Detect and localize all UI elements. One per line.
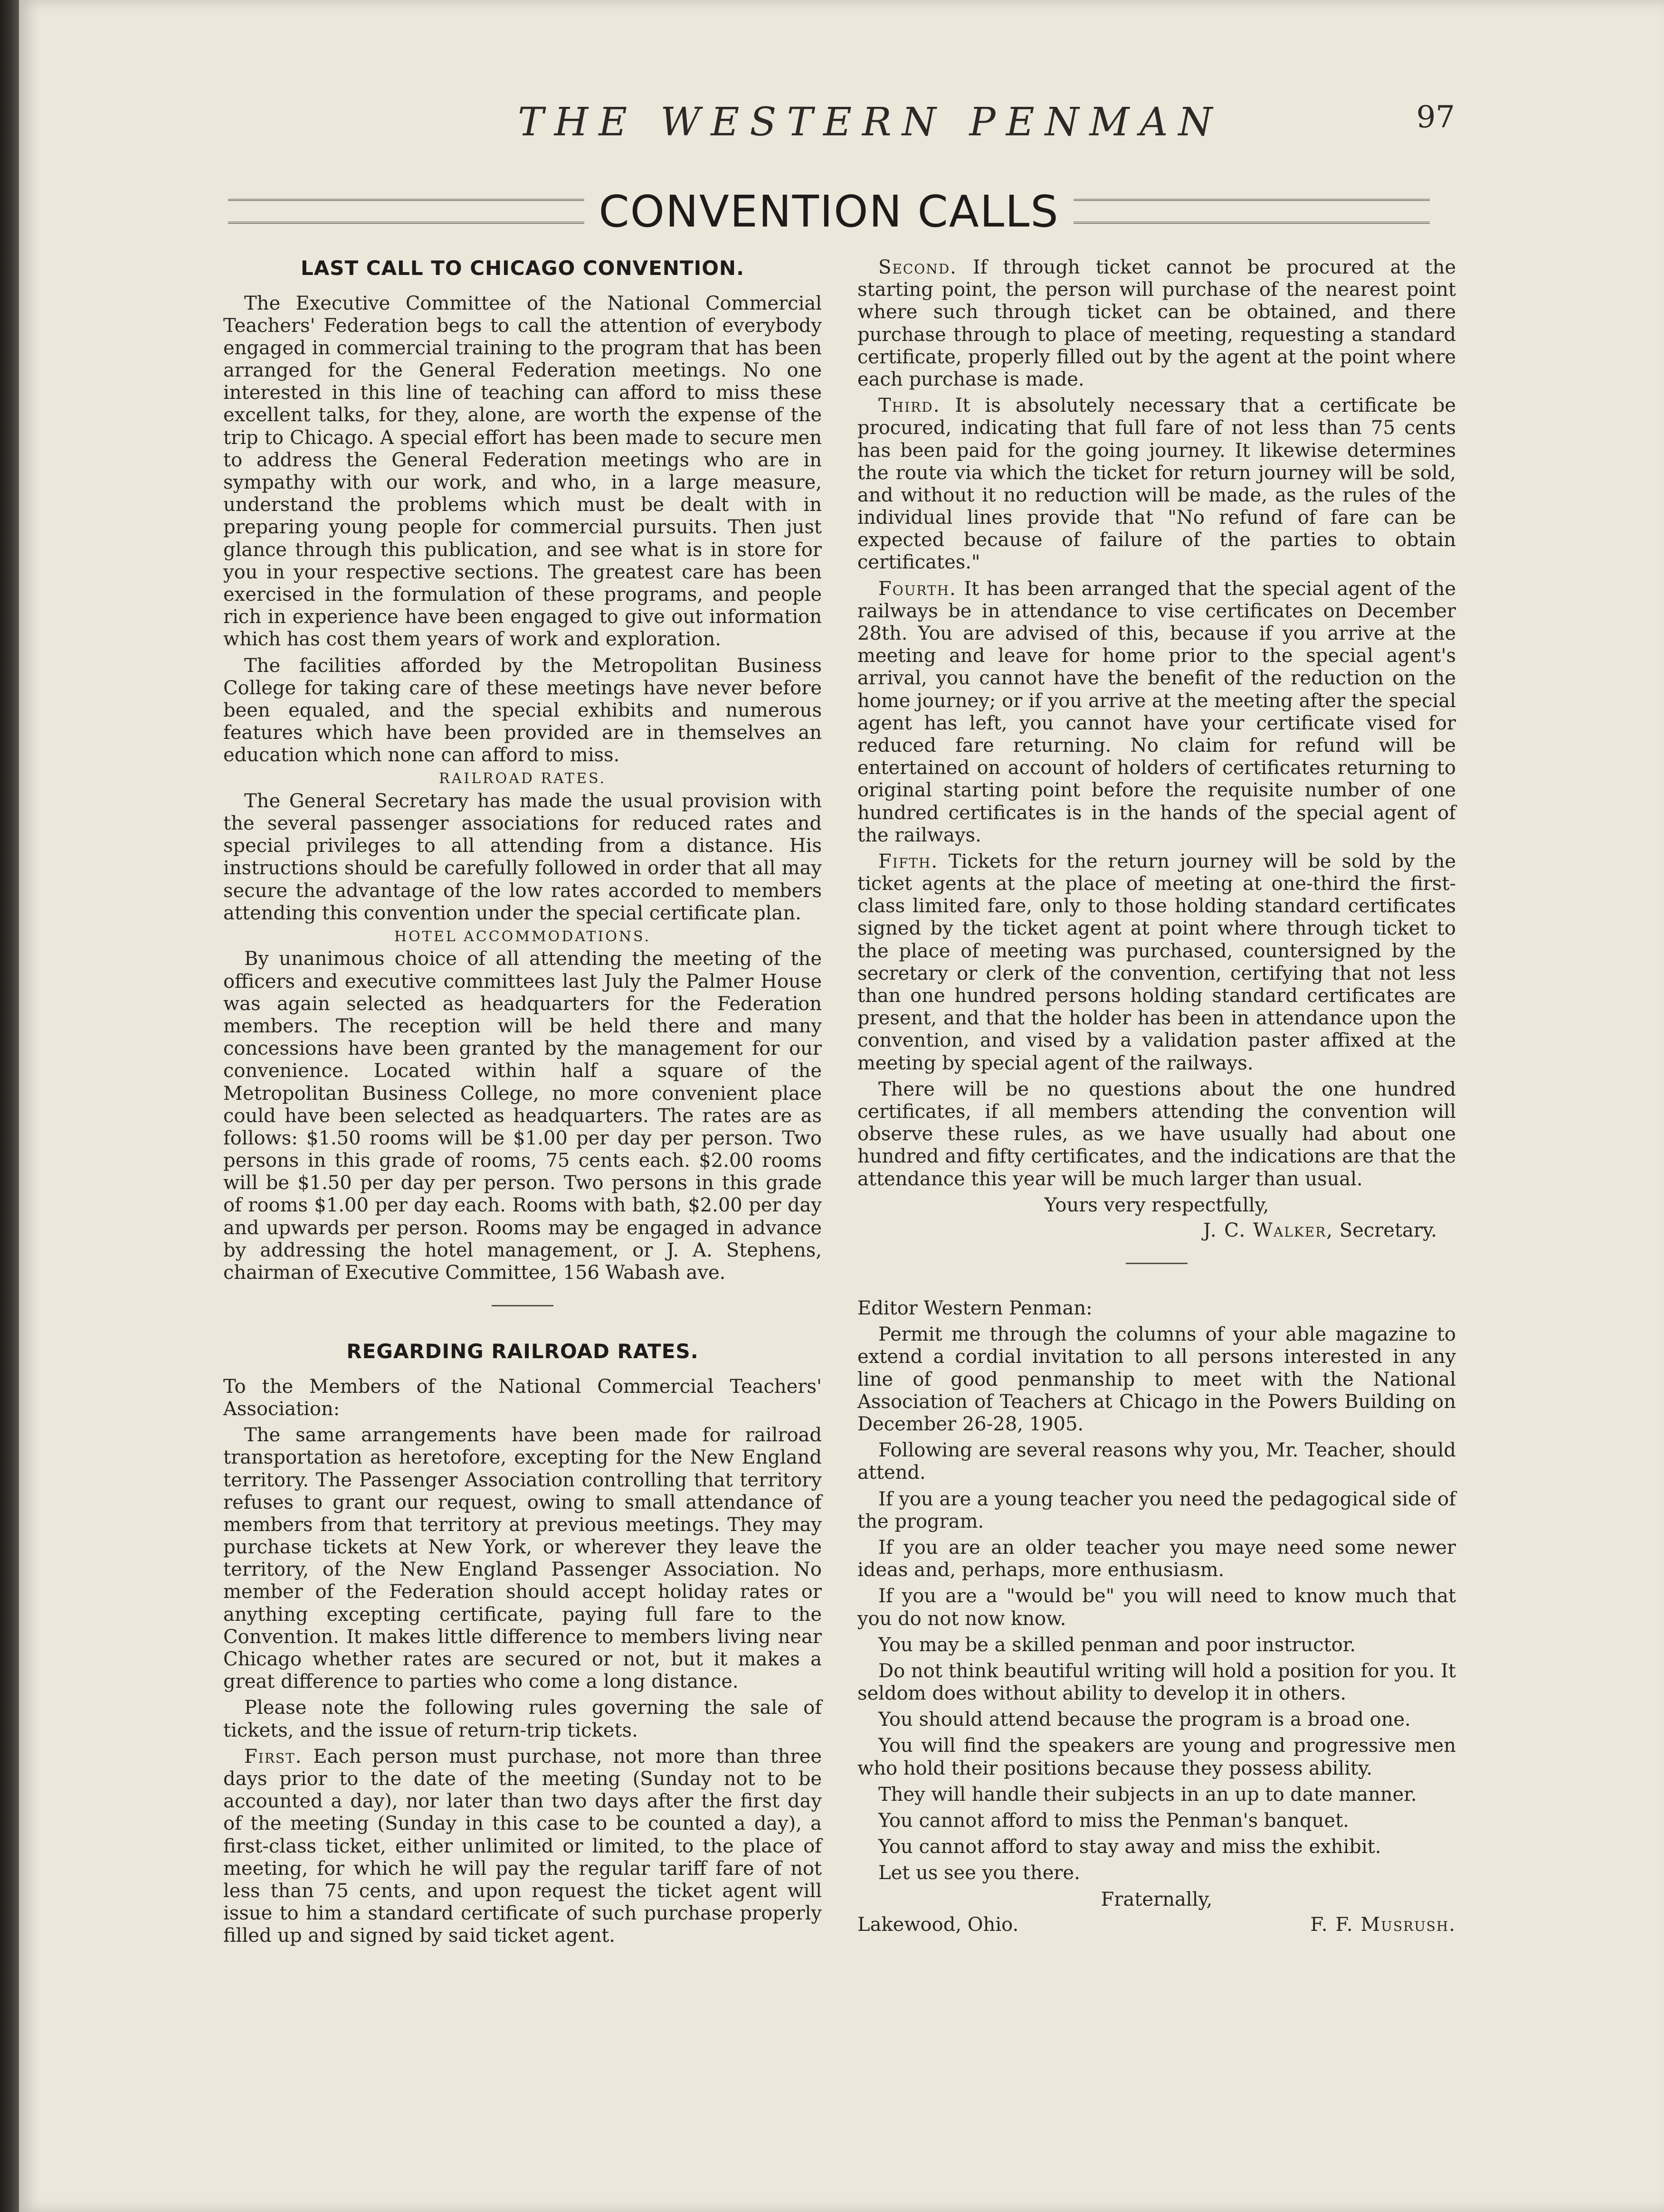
ornamental-rule-left (228, 199, 584, 224)
paragraph: You may be a skilled penman and poor instructor. (878, 1634, 1356, 1656)
rule-fourth (857, 578, 1456, 847)
rule-label: Fifth. (878, 850, 939, 872)
paragraph: The General Secretary has made the usual provision with the several passenger associations for reduced rates and special privileges to all attending from a distance. His instructions should be carefully followed in order that all may secure the advantage of the low rates accorded to members attending this convention under the special certificate plan. (223, 790, 822, 924)
article-divider (492, 1305, 553, 1306)
signature-title: Secretary. (1339, 1219, 1437, 1241)
paragraph: If you are a "would be" you will need to know much that you do not now know. (857, 1585, 1456, 1630)
left-column (223, 256, 822, 1951)
article-title-last-call: LAST CALL TO CHICAGO CONVENTION. (300, 256, 745, 280)
paragraph: Let us see you there. (878, 1862, 1080, 1884)
page-header (19, 100, 1664, 152)
right-column (857, 256, 1456, 1936)
signature (857, 1219, 1437, 1242)
paragraph: Permit me through the columns of your able magazine to extend a cordial invitation to all persons interested in any line of good penmanship to meet with the National Association of Teachers at Chicago in the Powers Building on December 26-28, 1905. (857, 1323, 1456, 1435)
magazine-page (19, 0, 1664, 2212)
signature-name: J. C. Walker, (1203, 1219, 1333, 1241)
letter-signature: F. F. Musrush. (1310, 1913, 1456, 1936)
paragraph: You should attend because the program is a broad one. (878, 1709, 1411, 1731)
paragraph: You cannot afford to stay away and miss the exhibit. (878, 1836, 1381, 1858)
paragraph: If you are a young teacher you need the pedagogical side of the program. (857, 1488, 1456, 1532)
ornamental-rule-right (1074, 199, 1430, 224)
section-heading (228, 180, 1430, 242)
paragraph: You cannot afford to miss the Penman's banquet. (878, 1810, 1349, 1832)
rule-text: Tickets for the return journey will be sold by the ticket agents at the place of meeting at one-third the first-class limited fare, only to those holding standard certificates signed by the ticket agent at point where through ticket to the place of meeting was purchased, countersigned by the secretary or clerk of the convention, certifying that not less than one hundred persons holding standard certificates are present, and that the holder has been in attendance upon the convention, and vised by a validation paster affixed at the meeting by special agent of the railways. (857, 850, 1456, 1074)
paragraph: By unanimous choice of all attending the meeting of the officers and executive committees last July the Palmer House was again selected as headquarters for the Federation members. The reception will be held there and many concessions have been granted by the management for our convenience. Located within half a square of the Metropolitan Business College, no more convenient place could have been selected as headquarters. The rates are as follows: $1.50 rooms will be $1.00 per day per person. Two persons in this grade of rooms, 75 cents each. $2.00 rooms will be $1.50 per day per person. Two persons in this grade of rooms $1.00 per day each. Rooms with bath, $2.00 per day and upwards per person. Rooms may be engaged in advance by addressing the hotel management, or J. A. Stephens, chairman of Executive Committee, 156 Wabash ave. (223, 948, 822, 1284)
closing: Yours very respectfully, (1044, 1194, 1269, 1216)
letter-salutation: Editor Western Penman: (857, 1297, 1093, 1320)
rule-fifth (857, 851, 1456, 1075)
rule-label: Fourth. (878, 577, 957, 600)
paragraph: If you are an older teacher you maye need some newer ideas and, perhaps, more enthusiasm. (857, 1536, 1456, 1581)
letter-place: Lakewood, Ohio. (857, 1913, 1019, 1936)
article-title-railroad-rates: REGARDING RAILROAD RATES. (346, 1340, 699, 1363)
letter-closing: Fraternally, (1101, 1888, 1213, 1910)
page-number: 97 (1416, 100, 1455, 135)
running-title: THE WESTERN PENMAN (518, 100, 1223, 145)
rule-text: It has been arranged that the special agent of the railways be in attendance to vise certificates on December 28th. You are advised of this, because if you arrive at the meeting and leave for home prior to the special agent's arrival, you cannot have the benefit of the reduction on the home journey; or if you arrive at the meeting after the special agent has left, you cannot have your certificate vised for reduced fare returning. No claim for refund will be entertained on account of holders of certificates returning to original starting point before the requisite number of one hundred certificates is in the hands of the special agent of the railways. (857, 577, 1456, 846)
letter-signature-row (857, 1914, 1456, 1936)
paragraph: The same arrangements have been made for railroad transportation as heretofore, excepting for the New England territory. The Passenger Association controlling that territory refuses to grant our request, owing to small attendance of members from that territory at previous meetings. They may purchase tickets at New York, or wherever they leave the territory, of the New England Passenger Association. No member of the Federation should accept holiday rates or anything excepting certificate, paying full fare to the Convention. It makes little difference to members living near Chicago whether rates are secured or not, but it makes a great difference to parties who come a long distance. (223, 1424, 822, 1693)
paragraph: There will be no questions about the one hundred certificates, if all members attending the convention will observe these rules, as we have usually had about one hundred and fifty certificates, and the indications are that the attendance this year will be much larger than usual. (857, 1078, 1456, 1190)
book-spine (0, 0, 19, 2212)
subheading-railroad-rates: RAILROAD RATES. (438, 770, 606, 787)
rule-label: Second. (878, 256, 957, 278)
paragraph: You will find the speakers are young and progressive men who hold their positions because they possess ability. (857, 1735, 1456, 1779)
paragraph: They will handle their subjects in an up to date manner. (878, 1783, 1417, 1806)
salutation: To the Members of the National Commercial Teachers' Association: (223, 1375, 822, 1420)
rule-first (223, 1746, 822, 1947)
article-divider (1126, 1263, 1188, 1264)
section-title: CONVENTION CALLS (599, 186, 1059, 237)
rule-third (857, 395, 1456, 574)
rule-text: It is absolutely necessary that a certificate be procured, indicating that full fare of not less than 75 cents has been paid for the going journey. It likewise determines the route via which the ticket for return journey will be sold, and without it no reduction will be made, as the rules of the individual lines provide that "No refund of fare can be expected because of failure of the parties to obtain certificates." (857, 395, 1456, 574)
rule-text: If through ticket cannot be procured at the starting point, the person will purchase of the nearest point where such through ticket can be obtained, and there purchase through to place of meeting, requesting a standard certificate, properly filled out by the agent at the point where each purchase is made. (857, 256, 1456, 390)
paragraph: The facilities afforded by the Metropolitan Business College for taking care of these meetings have never before been equaled, and the special exhibits and numerous features which have been provided are in themselves an education which none can afford to miss. (223, 654, 822, 766)
subheading-hotel: HOTEL ACCOMMODATIONS. (394, 928, 651, 945)
paragraph: Following are several reasons why you, Mr. Teacher, should attend. (857, 1439, 1456, 1484)
rule-label: First. (244, 1745, 303, 1768)
paragraph: The Executive Committee of the National Commercial Teachers' Federation begs to call the attention of everybody engaged in commercial training to the program that has been arranged for the General Federation meetings. No one interested in this line of teaching can afford to miss these excellent talks, for they, alone, are worth the expense of the trip to Chicago. A special effort has been made to secure men to address the General Federation meetings who are in sympathy with our work, and who, in a large measure, understand the problems which must be dealt with in preparing young people for commercial pursuits. Then just glance through this publication, and see what is in store for you in your respective sections. The greatest care has been exercised in the formulation of these programs, and people rich in experience have been engaged to give out information which has cost them years of work and exploration. (223, 292, 822, 651)
rule-label: Third. (878, 395, 941, 417)
rule-second (857, 256, 1456, 391)
rule-text: Each person must purchase, not more than three days prior to the date of the meeting (Sunday not to be accounted a day), nor later than two days after the first day of the meeting (Sunday in this case to be counted a day), a first-class ticket, either unlimited or limited, to the place of meeting, for which he will pay the regular tariff fare of not less than 75 cents, and upon request the ticket agent will issue to him a standard certificate of such purchase properly filled up and signed by said ticket agent. (223, 1745, 822, 1947)
paragraph: Please note the following rules governing the sale of tickets, and the issue of return-trip tickets. (223, 1697, 822, 1741)
paragraph: Do not think beautiful writing will hold a position for you. It seldom does without ability to develop it in others. (857, 1660, 1456, 1705)
